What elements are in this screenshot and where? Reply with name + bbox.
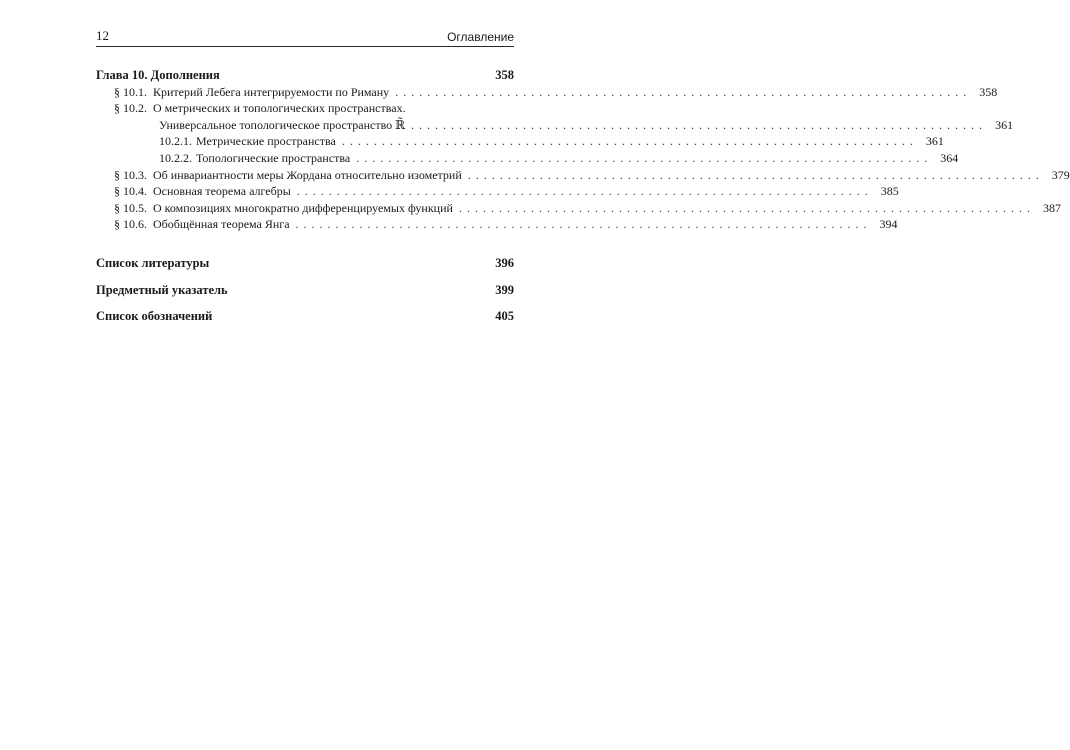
dot-leader: ........................................................................ <box>395 84 972 99</box>
section-page: 379 <box>1051 167 1070 182</box>
chapter-page: 358 <box>495 68 514 82</box>
dot-leader: ........................................................................ <box>296 184 873 199</box>
section-page: 387 <box>1042 200 1061 215</box>
section-page: 385 <box>880 184 899 199</box>
toc-section-10-2[interactable] <box>96 100 514 117</box>
bibliography-title: Список литературы <box>96 255 210 270</box>
section-title-continuation: Универсальное топологическое пространство ℝ̃ <box>159 117 406 132</box>
toc-subsection-10-2-2[interactable] <box>96 150 959 167</box>
toc-section-10-3[interactable] <box>96 167 1070 184</box>
dot-leader: ........................................................................ <box>458 200 1035 215</box>
bibliography-page: 396 <box>495 255 514 270</box>
dot-leader: ........................................................................ <box>341 134 918 149</box>
toc-chapter-10[interactable] <box>96 67 514 84</box>
notation-list-title: Список обозначений <box>96 309 213 324</box>
dot-leader: ........................................................................ <box>295 217 872 232</box>
toc-section-10-4[interactable] <box>96 183 899 200</box>
section-number: § 10.5. <box>114 200 147 215</box>
toc-subsection-10-2-1[interactable] <box>96 133 944 150</box>
section-title: Обобщённая теорема Янга <box>153 217 290 232</box>
section-title: Критерий Лебега интегрируемости по Риману <box>153 84 390 99</box>
chapter-title: Глава 10. Дополнения <box>96 68 220 82</box>
back-matter <box>96 241 514 325</box>
section-number: § 10.2. <box>114 101 147 116</box>
toc-section-10-6[interactable] <box>96 216 898 233</box>
section-number: § 10.1. <box>114 84 147 99</box>
toc-bibliography[interactable] <box>96 255 514 272</box>
subsection-title: Метрические пространства <box>196 134 336 149</box>
subsection-page: 364 <box>940 150 959 165</box>
dot-leader: ........................................................................ <box>467 167 1044 182</box>
section-page: 394 <box>879 217 898 232</box>
subsection-title: Топологические пространства <box>196 150 351 165</box>
toc-subject-index[interactable] <box>96 282 514 299</box>
subsection-page: 361 <box>925 134 944 149</box>
section-title: О метрических и топологических пространствах. <box>153 101 406 116</box>
section-number: § 10.6. <box>114 217 147 232</box>
dot-leader: ........................................................................ <box>411 117 988 132</box>
subsection-number: 10.2.1. <box>159 134 192 149</box>
header-title: Оглавление <box>447 30 514 44</box>
table-of-contents <box>96 67 1070 325</box>
toc-notation-list[interactable] <box>96 308 514 325</box>
notation-list-page: 405 <box>495 309 514 324</box>
subject-index-page: 399 <box>495 282 514 297</box>
section-title: Об инвариантности меры Жордана относительно изометрий <box>153 167 462 182</box>
subsection-number: 10.2.2. <box>159 150 192 165</box>
section-page: 358 <box>979 84 998 99</box>
section-title: О композициях многократно дифференцируемых функций <box>153 200 453 215</box>
book-page <box>96 28 1070 335</box>
toc-section-10-2-continuation[interactable] <box>96 117 1014 134</box>
dot-leader: ........................................................................ <box>356 150 933 165</box>
section-number: § 10.4. <box>114 184 147 199</box>
header-page-number: 12 <box>96 28 109 43</box>
subject-index-title: Предметный указатель <box>96 282 228 297</box>
section-page: 361 <box>995 117 1014 132</box>
toc-section-10-5[interactable] <box>96 200 1061 217</box>
section-title: Основная теорема алгебры <box>153 184 291 199</box>
section-number: § 10.3. <box>114 167 147 182</box>
running-head <box>96 28 514 47</box>
toc-section-10-1[interactable] <box>96 84 998 101</box>
